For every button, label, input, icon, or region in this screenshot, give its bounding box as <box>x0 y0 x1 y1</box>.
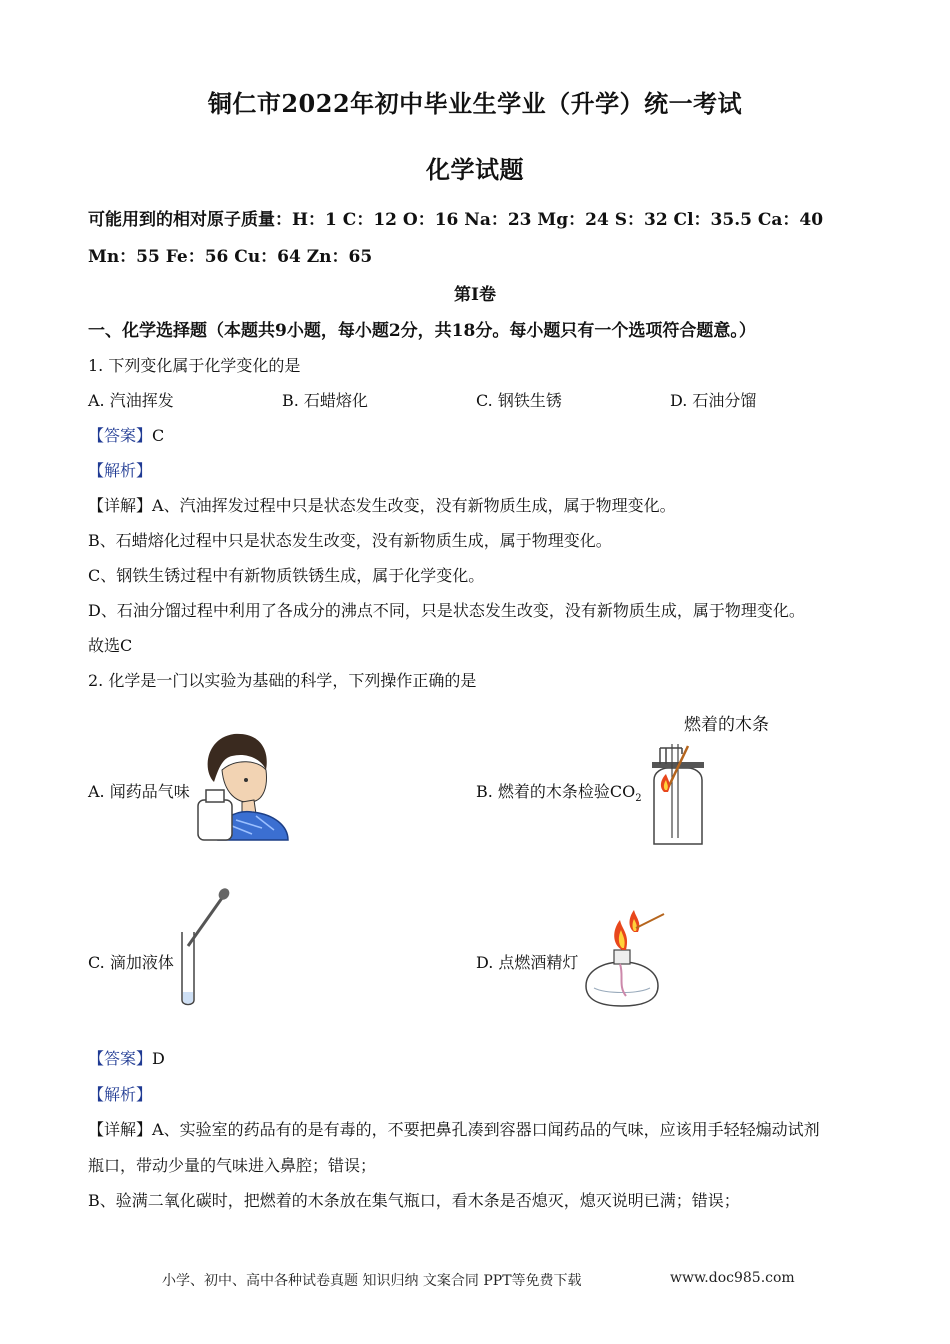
q2-answer-tag: 【答案】 <box>88 1049 153 1068</box>
volume-label: 第I卷 <box>454 285 496 305</box>
q1-option-c: C. 钢铁生锈 <box>476 391 562 410</box>
q1-detail-d: D、石油分馏过程中利用了各成分的沸点不同，只是状态发生改变，没有新物质生成，属于物理变化。 <box>88 601 805 620</box>
q1-option-b: B. 石蜡熔化 <box>282 391 368 410</box>
q2-option-d: D. 点燃酒精灯 <box>476 953 579 972</box>
atomic-mass-line2: Mn：55 Fe：56 Cu：64 Zn：65 <box>88 247 373 267</box>
q1-option-d: D. 石油分馏 <box>670 391 757 410</box>
q1-detail-a <box>88 493 676 516</box>
dropper-figure <box>176 886 236 1012</box>
subject-title: 化学试题 <box>426 155 524 184</box>
q1-detail-c: C、钢铁生锈过程中有新物质铁锈生成，属于化学变化。 <box>88 566 485 585</box>
alcohol-lamp-figure <box>582 904 668 1010</box>
atomic-mass-line1: 可能用到的相对原子质量：H：1 C：12 O：16 Na：23 Mg：24 S：32 Cl：35.5 Ca：40 <box>88 210 824 230</box>
q1-answer-value: C <box>152 426 165 445</box>
section-heading: 一、化学选择题（本题共9小题，每小题2分，共18分。每小题只有一个选项符合题意。） <box>88 321 756 341</box>
smelling-figure <box>192 730 292 842</box>
q1-answer-tag: 【答案】 <box>88 426 153 445</box>
q2-option-c: C. 滴加液体 <box>88 953 174 972</box>
q2-detail-a-text: A、实验室的药品有的是有毒的，不要把鼻孔凑到容器口闻药品的气味，应该用手轻轻煽动试剂 <box>152 1120 820 1139</box>
gas-bottle-figure <box>648 740 708 846</box>
q1-conclusion: 故选C <box>88 636 133 655</box>
q2-option-b-subscript: 2 <box>635 793 642 805</box>
q2-option-b-text: B. 燃着的木条检验CO <box>476 782 636 801</box>
q1-detail-tag: 【详解】 <box>88 496 153 515</box>
exam-title: 铜仁市2022年初中毕业生学业（升学）统一考试 <box>207 89 743 118</box>
q2-option-b <box>476 779 642 804</box>
q2-stem: 2. 化学是一门以实验为基础的科学，下列操作正确的是 <box>88 671 477 690</box>
q1-answer <box>88 423 164 446</box>
q2-detail-a <box>88 1117 820 1140</box>
q2-answer <box>88 1046 165 1069</box>
q1-detail-a-text: A、汽油挥发过程中只是状态发生改变，没有新物质生成，属于物理变化。 <box>152 496 676 515</box>
q1-analysis-tag: 【解析】 <box>88 461 153 480</box>
q2-option-a: A. 闻药品气味 <box>88 782 190 801</box>
q1-detail-b: B、石蜡熔化过程中只是状态发生改变，没有新物质生成，属于物理变化。 <box>88 531 612 550</box>
q2-analysis-tag: 【解析】 <box>88 1085 153 1104</box>
q1-stem: 1. 下列变化属于化学变化的是 <box>88 356 301 375</box>
q2-detail-a-cont: 瓶口，带动少量的气味进入鼻腔；错误； <box>88 1156 377 1175</box>
footer-text: 小学、初中、高中各种试卷真题 知识归纳 文案合同 PPT等免费下载 <box>162 1273 582 1289</box>
footer-site-link[interactable]: www.doc985.com <box>670 1270 795 1286</box>
q2-detail-tag: 【详解】 <box>88 1120 153 1139</box>
q2-answer-value: D <box>152 1049 165 1068</box>
q2-detail-b: B、验满二氧化碳时，把燃着的木条放在集气瓶口，看木条是否熄灭，熄灭说明已满；错误； <box>88 1191 740 1210</box>
figure-b-label: 燃着的木条 <box>684 715 769 735</box>
q1-option-a: A. 汽油挥发 <box>88 391 174 410</box>
